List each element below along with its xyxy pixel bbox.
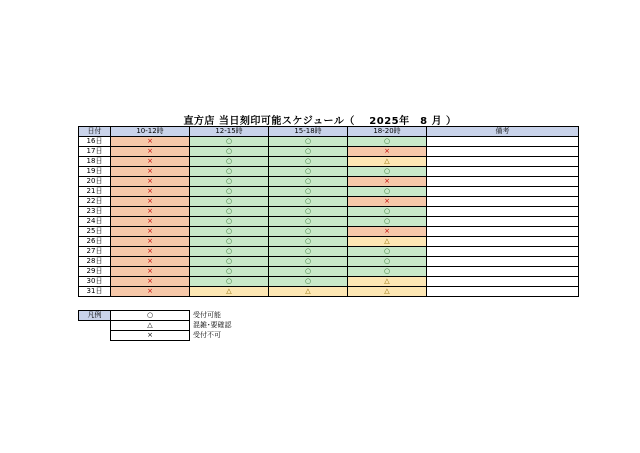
available-mark: ○: [225, 147, 233, 155]
notes-cell: [427, 257, 579, 267]
available-mark: ○: [304, 147, 312, 155]
notes-cell: [427, 277, 579, 287]
unavailable-mark: ×: [147, 217, 153, 225]
notes-cell: [427, 147, 579, 157]
legend-label-busy: 混雑･要確認: [193, 321, 232, 329]
available-mark: ○: [383, 257, 391, 265]
slot-18-20-cell: [348, 177, 427, 187]
slot-12-15-cell: [190, 247, 269, 257]
table-row: [79, 137, 579, 147]
date-cell: 16日: [79, 137, 111, 147]
slot-10-12-cell: [111, 207, 190, 217]
legend-label-unavailable: 受付不可: [193, 331, 221, 339]
notes-cell: [427, 177, 579, 187]
slot-15-18-cell: [269, 267, 348, 277]
legend-row: [79, 321, 270, 331]
table-row: [79, 267, 579, 277]
available-mark: ○: [304, 207, 312, 215]
slot-15-18-cell: [269, 247, 348, 257]
unavailable-mark: ×: [147, 157, 153, 165]
busy-mark: △: [384, 157, 390, 165]
slot-18-20-cell: [348, 207, 427, 217]
legend-label-available: 受付可能: [193, 311, 221, 319]
unavailable-mark: ×: [147, 237, 153, 245]
slot-18-20-cell: [348, 137, 427, 147]
available-mark: ○: [225, 267, 233, 275]
slot-15-18-cell: [269, 277, 348, 287]
date-cell: 31日: [79, 287, 111, 297]
slot-18-20-cell: [348, 267, 427, 277]
notes-cell: [427, 197, 579, 207]
notes-cell: [427, 267, 579, 277]
slot-12-15-cell: [190, 147, 269, 157]
slot-12-15-cell: [190, 207, 269, 217]
schedule-header-row: [79, 127, 579, 137]
slot-18-20-cell: [348, 157, 427, 167]
date-cell: 22日: [79, 197, 111, 207]
available-mark: ○: [225, 247, 233, 255]
header-slot-12-15: 12-15時: [190, 127, 269, 137]
slot-15-18-cell: [269, 167, 348, 177]
date-cell: 18日: [79, 157, 111, 167]
slot-18-20-cell: [348, 277, 427, 287]
available-mark: ○: [383, 207, 391, 215]
table-row: [79, 237, 579, 247]
slot-12-15-cell: [190, 177, 269, 187]
busy-mark: △: [384, 277, 390, 285]
legend-row: [79, 311, 270, 321]
available-mark: ○: [225, 137, 233, 145]
table-row: [79, 147, 579, 157]
unavailable-mark: ×: [384, 227, 390, 235]
slot-10-12-cell: [111, 277, 190, 287]
available-mark: ○: [304, 197, 312, 205]
available-mark: ○: [225, 277, 233, 285]
date-cell: 25日: [79, 227, 111, 237]
slot-18-20-cell: [348, 237, 427, 247]
available-mark: ○: [304, 257, 312, 265]
legend-header: 凡例: [79, 311, 111, 321]
slot-10-12-cell: [111, 267, 190, 277]
header-slot-10-12: 10-12時: [111, 127, 190, 137]
available-mark: ○: [225, 177, 233, 185]
table-row: [79, 247, 579, 257]
slot-15-18-cell: [269, 237, 348, 247]
slot-10-12-cell: [111, 157, 190, 167]
slot-10-12-cell: [111, 247, 190, 257]
available-mark: ○: [383, 167, 391, 175]
notes-cell: [427, 217, 579, 227]
busy-mark: △: [226, 287, 232, 295]
date-cell: 29日: [79, 267, 111, 277]
table-row: [79, 217, 579, 227]
table-row: [79, 277, 579, 287]
unavailable-mark: ×: [147, 267, 153, 275]
unavailable-mark: ×: [147, 197, 153, 205]
notes-cell: [427, 207, 579, 217]
available-mark: ○: [304, 137, 312, 145]
slot-12-15-cell: [190, 167, 269, 177]
notes-cell: [427, 247, 579, 257]
available-mark: ○: [304, 277, 312, 285]
unavailable-mark: ×: [147, 137, 153, 145]
slot-15-18-cell: [269, 257, 348, 267]
date-cell: 24日: [79, 217, 111, 227]
busy-mark: △: [384, 287, 390, 295]
slot-10-12-cell: [111, 187, 190, 197]
header-slot-18-20: 18-20時: [348, 127, 427, 137]
unavailable-mark: ×: [384, 177, 390, 185]
table-row: [79, 157, 579, 167]
slot-10-12-cell: [111, 197, 190, 207]
slot-15-18-cell: [269, 217, 348, 227]
available-mark: ○: [304, 187, 312, 195]
available-mark: ○: [304, 247, 312, 255]
slot-10-12-cell: [111, 287, 190, 297]
slot-10-12-cell: [111, 257, 190, 267]
slot-12-15-cell: [190, 217, 269, 227]
slot-15-18-cell: [269, 287, 348, 297]
table-row: [79, 167, 579, 177]
slot-15-18-cell: [269, 157, 348, 167]
date-cell: 30日: [79, 277, 111, 287]
available-mark: ○: [225, 237, 233, 245]
unavailable-mark: ×: [384, 197, 390, 205]
unavailable-mark: ×: [147, 187, 153, 195]
date-cell: 27日: [79, 247, 111, 257]
slot-18-20-cell: [348, 227, 427, 237]
unavailable-mark: ×: [147, 277, 153, 285]
available-mark: ○: [304, 167, 312, 175]
notes-cell: [427, 227, 579, 237]
slot-18-20-cell: [348, 167, 427, 177]
notes-cell: [427, 187, 579, 197]
header-date: 日付: [79, 127, 111, 137]
slot-15-18-cell: [269, 197, 348, 207]
unavailable-mark: ×: [147, 207, 153, 215]
unavailable-mark: ×: [147, 167, 153, 175]
date-cell: 26日: [79, 237, 111, 247]
available-mark: ○: [304, 237, 312, 245]
available-mark: ○: [225, 227, 233, 235]
slot-18-20-cell: [348, 287, 427, 297]
available-mark: ○: [383, 247, 391, 255]
header-notes: 備考: [427, 127, 579, 137]
unavailable-mark: ×: [384, 147, 390, 155]
available-mark: ○: [304, 177, 312, 185]
slot-12-15-cell: [190, 267, 269, 277]
available-mark: ○: [304, 217, 312, 225]
slot-18-20-cell: [348, 247, 427, 257]
available-mark: ○: [383, 137, 391, 145]
notes-cell: [427, 157, 579, 167]
slot-15-18-cell: [269, 187, 348, 197]
slot-18-20-cell: [348, 187, 427, 197]
unavailable-mark: ×: [147, 257, 153, 265]
available-mark: ○: [225, 207, 233, 215]
date-cell: 19日: [79, 167, 111, 177]
slot-12-15-cell: [190, 257, 269, 267]
available-mark: ○: [225, 257, 233, 265]
available-mark: ○: [383, 217, 391, 225]
available-mark: ○: [225, 157, 233, 165]
legend-symbol-busy: △: [111, 321, 190, 331]
slot-12-15-cell: [190, 227, 269, 237]
legend-table: [78, 310, 270, 341]
slot-12-15-cell: [190, 137, 269, 147]
date-cell: 20日: [79, 177, 111, 187]
notes-cell: [427, 237, 579, 247]
slot-12-15-cell: [190, 237, 269, 247]
unavailable-mark: ×: [147, 147, 153, 155]
available-mark: ○: [304, 227, 312, 235]
table-row: [79, 207, 579, 217]
slot-12-15-cell: [190, 157, 269, 167]
slot-10-12-cell: [111, 167, 190, 177]
table-row: [79, 177, 579, 187]
slot-18-20-cell: [348, 147, 427, 157]
header-slot-15-18: 15-18時: [269, 127, 348, 137]
table-row: [79, 227, 579, 237]
slot-10-12-cell: [111, 227, 190, 237]
available-mark: ○: [225, 217, 233, 225]
available-mark: ○: [304, 267, 312, 275]
slot-10-12-cell: [111, 237, 190, 247]
slot-15-18-cell: [269, 207, 348, 217]
table-row: [79, 197, 579, 207]
available-mark: ○: [225, 197, 233, 205]
busy-mark: △: [384, 237, 390, 245]
legend-symbol-available: ○: [111, 311, 190, 321]
table-row: [79, 187, 579, 197]
slot-15-18-cell: [269, 147, 348, 157]
unavailable-mark: ×: [147, 287, 153, 295]
slot-15-18-cell: [269, 137, 348, 147]
table-row: [79, 257, 579, 267]
available-mark: ○: [383, 187, 391, 195]
slot-12-15-cell: [190, 197, 269, 207]
slot-18-20-cell: [348, 197, 427, 207]
notes-cell: [427, 287, 579, 297]
table-row: [79, 287, 579, 297]
unavailable-mark: ×: [147, 247, 153, 255]
legend-symbol-unavailable: ×: [111, 331, 190, 341]
date-cell: 21日: [79, 187, 111, 197]
notes-cell: [427, 137, 579, 147]
slot-12-15-cell: [190, 277, 269, 287]
legend-row: [79, 331, 270, 341]
notes-cell: [427, 167, 579, 177]
unavailable-mark: ×: [147, 227, 153, 235]
slot-15-18-cell: [269, 227, 348, 237]
date-cell: 17日: [79, 147, 111, 157]
available-mark: ○: [304, 157, 312, 165]
schedule-body: [79, 137, 579, 297]
slot-10-12-cell: [111, 147, 190, 157]
slot-18-20-cell: [348, 257, 427, 267]
schedule-title: 直方店 当日刻印可能スケジュール（ 2025年 8 月 ）: [183, 116, 457, 127]
available-mark: ○: [383, 267, 391, 275]
slot-12-15-cell: [190, 287, 269, 297]
slot-10-12-cell: [111, 137, 190, 147]
busy-mark: △: [305, 287, 311, 295]
slot-12-15-cell: [190, 187, 269, 197]
date-cell: 23日: [79, 207, 111, 217]
available-mark: ○: [225, 167, 233, 175]
slot-15-18-cell: [269, 177, 348, 187]
date-cell: 28日: [79, 257, 111, 267]
slot-10-12-cell: [111, 217, 190, 227]
unavailable-mark: ×: [147, 177, 153, 185]
schedule-table: [78, 126, 579, 297]
slot-18-20-cell: [348, 217, 427, 227]
slot-10-12-cell: [111, 177, 190, 187]
available-mark: ○: [225, 187, 233, 195]
